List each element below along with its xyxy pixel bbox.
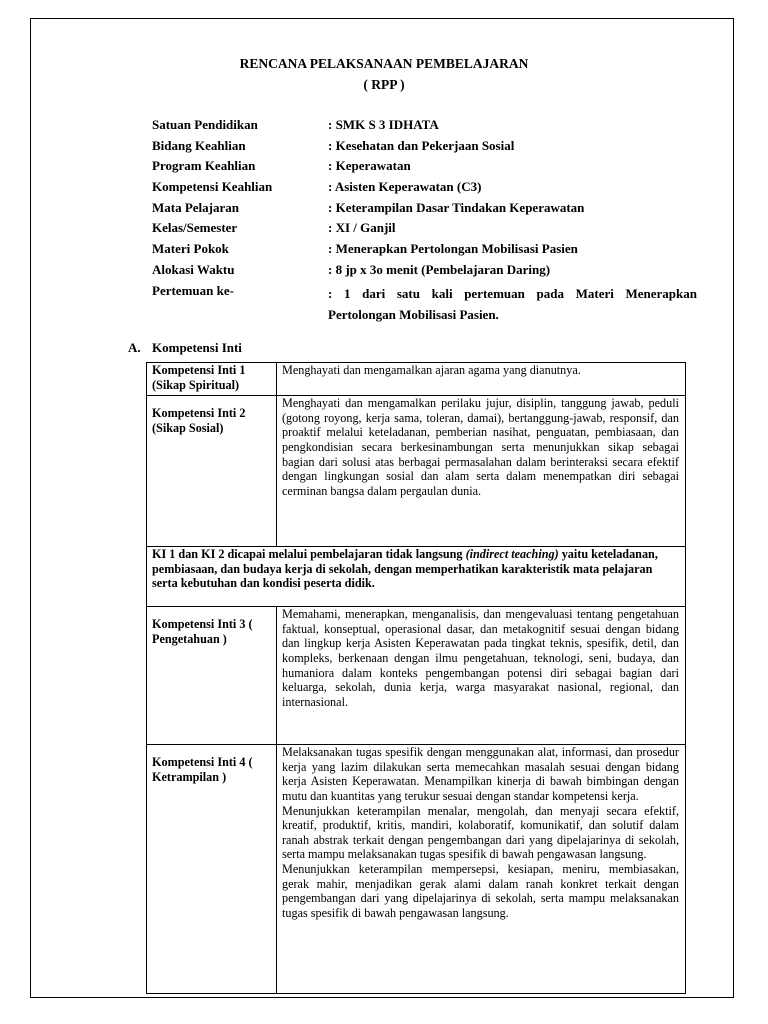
kompetensi-inti-table [146, 362, 686, 994]
ki2-label: Kompetensi Inti 2 (Sikap Sosial) [147, 396, 277, 547]
info-label: Satuan Pendidikan [152, 117, 258, 132]
ki4-paragraph-3: Menunjukkan keterampilan mempersepsi, kesiapan, meniru, membiasakan, gerak mahir, menjadikan gerak alami dalam ranah konkret terkait dengan pengembangan dari yang dipelajarinya di sekolah, serta mampu melaksanakan tugas spesifik di bawah pengawasan langsung. [282, 861, 679, 920]
info-value: : XI / Ganjil [328, 220, 396, 236]
table-row-ki2 [147, 396, 686, 547]
ki3-description: Memahami, menerapkan, menganalisis, dan mengevaluasi tentang pengetahuan faktual, konseptual, operasional dasar, dan metakognitif sesuai dengan bidang dan lingkup kerja Asisten Keperawatan pada tingkat teknis, spesifik, detil, dan kompleks, berkenaan dengan ilmu pengetahuan, teknologi, seni, budaya, dan humaniora dalam konteks pengembangan potensi diri sebagai bagian dari keluarga, sekolah, dunia kerja, warga masyarakat nasional, regional, dan internasional. [277, 607, 686, 745]
info-row-program [152, 158, 697, 179]
info-value: : Keterampilan Dasar Tindakan Keperawatan [328, 199, 585, 215]
ki2-description: Menghayati dan mengamalkan perilaku jujur, disiplin, tanggung jawab, peduli (gotong royong, kerja sama, toleran, damai), bertanggung-jawab, responsif, dan proaktif melalui keteladanan, pemberian nasihat, penguatan, pembiasaan, dan pengkondisian secara berkesinambungan serta menunjukkan sikap sebagai bagian dari solusi atas berbagai permasalahan dalam berinteraksi secara efektif dengan lingkungan sosial dan alam serta dalam menempatkan diri sebagai cerminan bangsa dalam pergaulan dunia. [277, 396, 686, 547]
info-row-satuan [152, 117, 697, 138]
info-row-materi [152, 241, 697, 262]
ki-note-part2: yaitu keteladanan, pembiasaan, dan budaya kerja di sekolah, dengan memperhatikan karakteristik mata pelajaran serta kebutuhan dan kondisi peserta didik. [152, 547, 658, 591]
info-label: Alokasi Waktu [152, 261, 235, 277]
info-value: : 8 jp x 3o menit (Pembelajaran Daring) [328, 261, 551, 277]
info-label: Bidang Keahlian [152, 137, 246, 153]
ki4-description [277, 745, 686, 994]
info-row-kelas [152, 220, 697, 241]
section-title: Kompetensi Inti [152, 340, 242, 355]
info-value: : SMK S 3 IDHATA [328, 117, 439, 132]
info-row-pertemuan [152, 283, 697, 325]
document-title: RENCANA PELAKSANAAN PEMBELAJARAN [239, 56, 529, 71]
ki-note-italic: (indirect teaching) [465, 547, 559, 562]
info-label: Mata Pelajaran [152, 199, 240, 215]
info-value: : Kesehatan dan Pekerjaan Sosial [328, 137, 515, 153]
ki-note-part1: KI 1 dan KI 2 dicapai melalui pembelajaran tidak langsung [152, 547, 466, 562]
info-row-mapel [152, 200, 697, 221]
info-row-bidang [152, 138, 697, 159]
ki-note [147, 547, 686, 607]
info-label: Materi Pokok [152, 241, 229, 257]
ki4-paragraph-2: Menunjukkan keterampilan menalar, mengolah, dan menyaji secara efektif, kreatif, produktif, kritis, mandiri, kolaboratif, komunikatif, dan solutif dalam ranah abstrak terkait dengan pengembangan dari yang dipelajarinya di sekolah, serta mampu melaksanakan tugas spesifik di bawah pengawasan langsung. [282, 803, 679, 862]
section-letter: A. [128, 340, 141, 355]
info-label: Kompetensi Keahlian [152, 179, 273, 195]
ki3-label: Kompetensi Inti 3 ( Pengetahuan ) [147, 607, 277, 745]
table-row-ki4 [147, 745, 686, 994]
table-row-ki3 [147, 607, 686, 745]
info-label: Kelas/Semester [152, 220, 238, 236]
table-row-ki1 [147, 363, 686, 396]
info-label: Program Keahlian [152, 158, 256, 174]
info-row-kompetensi [152, 179, 697, 200]
table-row-note [147, 547, 686, 607]
info-value: : Keperawatan [328, 158, 411, 174]
identity-block [152, 117, 697, 325]
info-label: Pertemuan ke- [152, 282, 234, 298]
ki1-label: Kompetensi Inti 1 (Sikap Spiritual) [147, 363, 277, 396]
ki4-label: Kompetensi Inti 4 ( Ketrampilan ) [147, 745, 277, 994]
info-value: : Asisten Keperawatan (C3) [328, 179, 482, 195]
info-value: : Menerapkan Pertolongan Mobilisasi Pasien [328, 241, 578, 257]
section-heading-a [128, 340, 242, 356]
ki4-paragraph-1: Melaksanakan tugas spesifik dengan menggunakan alat, informasi, dan prosedur kerja yang lazim dilakukan serta memecahkan masalah sesuai dengan bidang kerja Asisten Keperawatan. Menampilkan kinerja di bawah bimbingan dengan mutu dan kuantitas yang terukur sesuai dengan standar kompetensi kerja. [282, 745, 679, 803]
ki1-description: Menghayati dan mengamalkan ajaran agama yang dianutnya. [277, 363, 686, 396]
document-subtitle: ( RPP ) [363, 77, 405, 92]
info-row-alokasi [152, 262, 697, 283]
info-value: : 1 dari satu kali pertemuan pada Materi Menerapkan Pertolongan Mobilisasi Pasien. [328, 285, 697, 322]
